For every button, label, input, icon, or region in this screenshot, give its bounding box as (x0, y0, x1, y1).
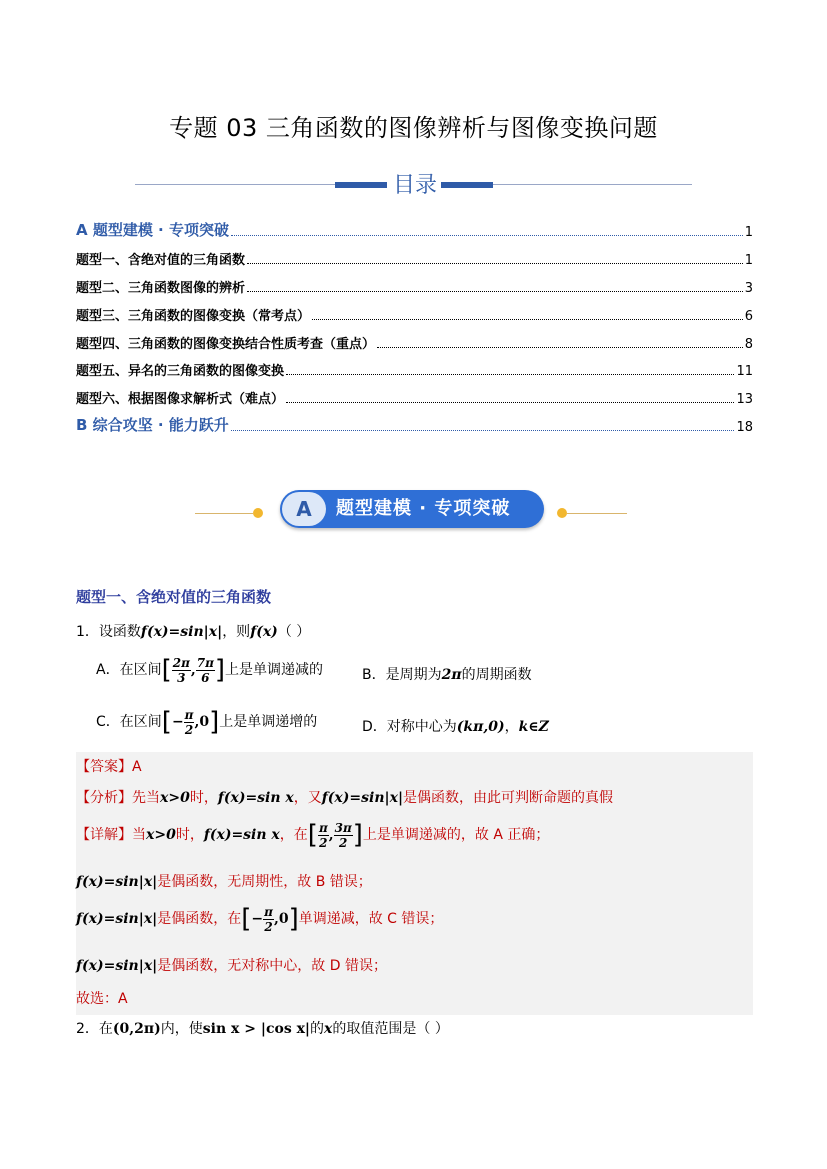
page-title: 专题 03 三角函数的图像辨析与图像变换问题 (169, 114, 658, 142)
toc-entry-type-5[interactable] (76, 359, 753, 379)
final-choice: 故选：A (76, 991, 128, 1007)
math-expr: f(x) (250, 624, 278, 640)
toc-entry-label: B 综合攻坚 · 能力跃升 (76, 416, 229, 434)
toc-entry-page: 1 (744, 225, 753, 240)
math-expr: f(x)=sin|x| (140, 624, 223, 640)
option-d: D．对称中心为(kπ,0)，k∈Z (362, 719, 549, 735)
toc-accent-left (335, 182, 387, 188)
toc-entry-type-2[interactable] (76, 276, 753, 296)
toc-heading-label: 目录 (392, 173, 437, 198)
toc-divider-left (135, 184, 335, 185)
toc-entry-type-3[interactable] (76, 304, 753, 324)
option-c: C．在区间[− $\frac{\pi}{2}$ ,0]上是单调递增的 (96, 707, 318, 737)
banner-badge: A (282, 492, 326, 526)
toc-entry-label: 题型四、三角函数的图像变换结合性质考查（重点） (76, 337, 376, 352)
banner-line-left (195, 513, 253, 514)
toc-entry-type-4[interactable] (76, 332, 753, 352)
banner-text: 题型建模 · 专项突破 (336, 498, 511, 519)
answer-line: 【答案】A (76, 759, 142, 775)
section-title: 题型一、含绝对值的三角函数 (76, 588, 272, 606)
question-1-stem: 1．设函数f(x)=sin|x|，则f(x)（ ） (76, 624, 311, 640)
toc-accent-right (441, 182, 493, 188)
banner-line-right (567, 513, 627, 514)
detail-line-4: f(x)=sin|x|是偶函数，无对称中心，故 D 错误； (76, 958, 387, 974)
toc-entry-label: 题型二、三角函数图像的辨析 (76, 281, 246, 296)
section-banner (195, 488, 635, 532)
detail-line-1: 【详解】当x>0时，f(x)=sin x，在[ $\frac{\pi}{2}$ , $\frac{3\pi}{2}$ ]上是单调递减的，故 A 正确； (76, 820, 550, 850)
toc-entry-b[interactable] (76, 415, 753, 435)
toc-entry-label: A 题型建模 · 专项突破 (76, 221, 229, 239)
banner-dot-left (253, 508, 263, 518)
toc-heading (135, 168, 692, 198)
banner-pill (280, 490, 544, 528)
toc-entry-label: 题型五、异名的三角函数的图像变换 (76, 364, 285, 379)
toc-entry-page: 11 (736, 364, 753, 379)
toc-entry-label: 题型一、含绝对值的三角函数 (76, 253, 246, 268)
toc-entry-label: 题型六、根据图像求解析式（难点） (76, 392, 285, 407)
option-a: A．在区间[ $\frac{2\pi}{3}$ , $\frac{7\pi}{6}$ ]上是单调递减的 (96, 655, 324, 685)
banner-dot-right (557, 508, 567, 518)
toc-entry-type-6[interactable] (76, 387, 753, 407)
toc-entry-page: 3 (744, 281, 753, 296)
option-b: B．是周期为2π的周期函数 (362, 667, 532, 683)
toc-entry-label: 题型三、三角函数的图像变换（常考点） (76, 309, 311, 324)
toc-entry-page: 13 (736, 392, 753, 407)
toc-entry-page: 18 (736, 420, 753, 435)
toc-entry-page: 1 (744, 253, 753, 268)
question-2-stem: 2．在(0,2π)内，使sin x > |cos x|的x的取值范围是（ ） (76, 1021, 449, 1037)
toc-entry-page: 6 (744, 309, 753, 324)
toc-entry-a[interactable] (76, 220, 753, 240)
detail-line-3: f(x)=sin|x|是偶函数，在[− $\frac{\pi}{2}$ ,0]单调递减，故 C 错误； (76, 904, 444, 934)
toc-entry-type-1[interactable] (76, 248, 753, 268)
analysis-line: 【分析】先当x>0时，f(x)=sin x，又f(x)=sin|x|是偶函数，由此可判断命题的真假 (76, 790, 614, 806)
toc-entry-page: 8 (744, 337, 753, 352)
detail-line-2: f(x)=sin|x|是偶函数，无周期性，故 B 错误； (76, 874, 372, 890)
toc-divider-right (493, 184, 692, 185)
